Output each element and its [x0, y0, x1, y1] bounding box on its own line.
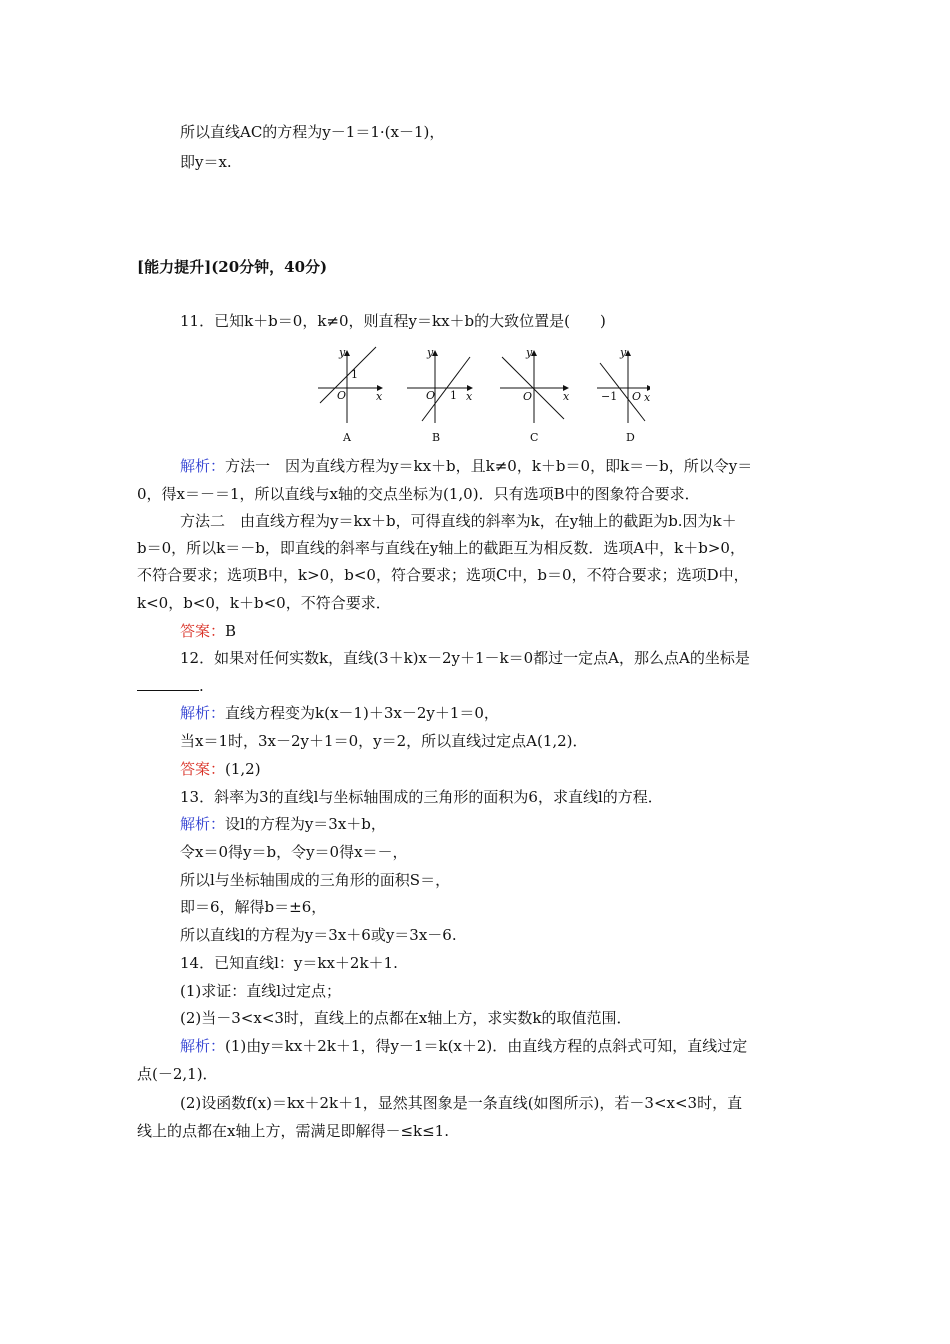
graph-c-origin: O — [523, 390, 533, 403]
q13-solution-line-1 — [180, 814, 386, 834]
graph-b-x-label: x — [466, 390, 473, 403]
q11-s1: 方法一 因为直线方程为y＝kx＋b，且k≠0，k＋b＝0，即k＝－b，所以令y＝ — [225, 457, 753, 475]
q11-answer-label: 答案： — [180, 622, 226, 640]
graph-a — [318, 346, 383, 444]
graph-b — [407, 346, 473, 444]
q14-s1: (1)由y＝kx＋2k＋1，得y－1＝k(x＋2)．由直线方程的点斜式可知，直线过定 — [225, 1037, 748, 1055]
graph-a-line — [320, 347, 376, 403]
graph-b-origin: O — [426, 389, 436, 402]
graph-d-origin: O — [632, 390, 642, 403]
q12-stem: 12．如果对任何实数k，直线(3＋k)x－2y＋1－k＝0都过一定点A，那么点A的坐标是 — [180, 649, 750, 667]
q12-s2: 当x＝1时，3x－2y＋1＝0，y＝2，所以直线过定点A(1,2)． — [180, 732, 588, 750]
graph-d-y-label: y — [620, 346, 627, 359]
graph-d-x-label: x — [644, 391, 650, 404]
q12-stem-blank-line — [137, 676, 204, 696]
section-title: [能力提升](20分钟，40分) — [137, 258, 328, 276]
q12-stem-end: . — [199, 677, 204, 695]
q11-stem: 11．已知k＋b＝0，k≠0，则直程y＝kx＋b的大致位置是( ) — [180, 312, 606, 330]
graph-b-intercept: 1 — [450, 389, 457, 402]
q11-jiexi-label: 解析： — [180, 457, 226, 475]
q14-s2: 点(－2,1)． — [137, 1065, 218, 1083]
graph-a-origin: O — [337, 389, 347, 402]
graph-a-label: A — [343, 431, 351, 444]
q11-solution-line-1 — [180, 456, 752, 476]
graph-c-label: C — [530, 431, 539, 444]
graph-c-x-label: x — [563, 390, 570, 403]
q11-s6: k<0，b<0，k＋b<0，不符合要求． — [137, 594, 391, 612]
graph-a-x-label: x — [376, 390, 383, 403]
q12-answer — [180, 759, 261, 779]
q11-s4: b＝0，所以k＝－b，即直线的斜率与直线在y轴上的截距互为相反数．选项A中，k＋b>0， — [137, 539, 745, 557]
top-line-2: 即y＝x. — [180, 153, 232, 171]
graph-c-y-label: y — [526, 346, 533, 359]
q11-s5: 不符合要求；选项B中，k>0，b<0，符合要求；选项C中，b＝0，不符合要求；选项D中， — [137, 566, 749, 584]
q14-part-2: (2)当－3<x<3时，直线上的点都在x轴上方，求实数k的取值范围． — [180, 1009, 632, 1027]
graph-d-label: D — [626, 431, 635, 444]
q14-part-1: (1)求证：直线l过定点； — [180, 982, 342, 1000]
q13-s2: 令x＝0得y＝b，令y＝0得x＝－， — [180, 843, 408, 861]
q12-answer-label: 答案： — [180, 760, 226, 778]
q14-s3: (2)设函数f(x)＝kx＋2k＋1，显然其图象是一条直线(如图所示)，若－3<x<3时，直 — [180, 1094, 743, 1112]
graph-d-intercept: −1 — [601, 390, 618, 403]
q12-answer-blank — [137, 676, 199, 691]
q12-answer-value: (1,2) — [225, 760, 261, 778]
graph-b-label: B — [432, 431, 441, 444]
graph-c — [500, 346, 570, 444]
q13-s3: 所以l与坐标轴围成的三角形的面积S＝， — [180, 871, 451, 889]
q13-stem: 13．斜率为3的直线l与坐标轴围成的三角形的面积为6，求直线l的方程． — [180, 788, 663, 806]
q14-solution-line-1 — [180, 1036, 747, 1056]
q14-stem: 14．已知直线l：y＝kx＋2k＋1. — [180, 954, 398, 972]
graph-b-y-label: y — [427, 346, 434, 359]
q13-s4: 即＝6，解得b＝±6， — [180, 898, 327, 916]
top-line-1: 所以直线AC的方程为y－1＝1·(x－1)， — [180, 123, 445, 141]
q11-option-graphs — [310, 343, 650, 448]
q12-solution-line-1 — [180, 703, 499, 723]
graph-a-intercept: 1 — [351, 368, 358, 381]
q11-s3: 方法二 由直线方程为y＝kx＋b，可得直线的斜率为k，在y轴上的截距为b.因为k＋ — [180, 512, 737, 530]
q12-jiexi-label: 解析： — [180, 704, 226, 722]
q14-s4: 线上的点都在x轴上方，需满足即解得－≤k≤1. — [137, 1122, 449, 1140]
graph-a-y-label: y — [339, 346, 346, 359]
q11-s2: 0，得x＝－＝1，所以直线与x轴的交点坐标为(1,0)．只有选项B中的图象符合要求． — [137, 485, 700, 503]
q13-s5: 所以直线l的方程为y＝3x＋6或y＝3x－6. — [180, 926, 457, 944]
q14-jiexi-label: 解析： — [180, 1037, 226, 1055]
q11-answer-value: B — [225, 622, 237, 640]
q12-s1: 直线方程变为k(x－1)＋3x－2y＋1＝0， — [225, 704, 499, 722]
graph-d — [597, 346, 650, 444]
q13-s1: 设l的方程为y＝3x＋b， — [225, 815, 386, 833]
q11-answer — [180, 621, 236, 641]
q13-jiexi-label: 解析： — [180, 815, 226, 833]
